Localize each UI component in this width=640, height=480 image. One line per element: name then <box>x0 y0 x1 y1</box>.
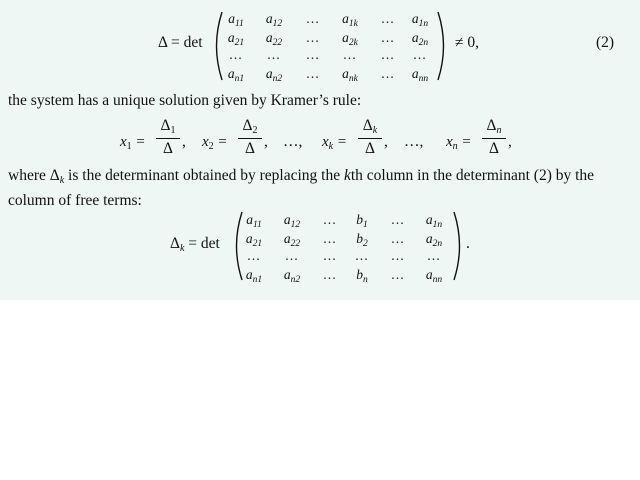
matrix-entry: $b_n$ <box>356 267 368 285</box>
matrix-entry: … <box>390 212 406 227</box>
text-segment: column of free terms: <box>8 192 142 209</box>
matrix-entry: $a_{n2}$ <box>283 267 301 285</box>
matrix-entry: … <box>322 212 338 227</box>
fraction: $\Delta_2$ Δ <box>238 118 262 157</box>
matrix-entry: … <box>354 248 370 263</box>
matrix-entry: … <box>380 11 396 26</box>
matrix-entry: … <box>390 248 406 263</box>
ellipsis: …, <box>404 133 424 150</box>
matrix-entry: $b_2$ <box>356 231 368 249</box>
equation-number: (2) <box>596 34 615 51</box>
matrix-entry: $a_{21}$ <box>227 30 245 48</box>
matrix-entry: … <box>390 267 406 282</box>
equation-relation: ≠ 0, <box>455 34 480 51</box>
matrix-entry: $a_{nn}$ <box>411 66 429 84</box>
text-segment: where <box>8 167 46 184</box>
matrix-entry: $a_{12}$ <box>283 212 301 230</box>
matrix-entry: $a_{12}$ <box>265 11 283 29</box>
equation-lhs: $\Delta_k = \det$ <box>170 235 220 254</box>
matrix-entry: … <box>322 231 338 246</box>
text-segment: th column in the determinant (2) by the <box>350 167 595 184</box>
matrix-entry: $a_{2k}$ <box>342 30 358 48</box>
matrix-entry: … <box>380 66 396 81</box>
matrix-entry: … <box>305 30 321 45</box>
paragraph-delta-k-definition <box>8 166 630 211</box>
matrix-entry: $a_{nn}$ <box>425 267 443 285</box>
matrix-entry: … <box>322 248 338 263</box>
matrix-entry: … <box>322 267 338 282</box>
matrix-entry: $a_{2n}$ <box>425 231 443 249</box>
matrix-entry: $a_{1k}$ <box>342 11 358 29</box>
matrix-entry: … <box>228 47 244 62</box>
k-symbol: k <box>343 167 351 184</box>
document-page: Δ = det $a_{11}$ $a_{12}$ … $a_{1k}$ … $a_{1n}$ $a_{21}$ $a_{22}$ … $a_{2k}$ … $a_{2n}$ … … … … … … $a_{n1}$ $a_{n2}$ … $a_{nk}$ … $a_{nn}$ ≠ 0, (2) the system has a unique solution given by Kramer’s rule: $x_1$ = $\Delta_1$ Δ , $x_2$ = $\Delta_2$ Δ , …, $x_k$ = $\Delta_k$ Δ , …, $x_n$ = $\Delta_n$ Δ , where $\Delta_k$ is the determinant obtained by replacing the kth column in the determinant (2) by the column of free terms: $\Delta_k = \det$ $a_{11}$ $a_{12}$ … $b_1$ … $a_{1n}$ $a_{21}$ $a_{22}$ … $b_2$ … $a_{2n}$ … … … … … … $a_{n1}$ $a_{n2}$ … $b_n$ … $a_{nn}$ . <box>0 0 640 300</box>
matrix-entry: $a_{1n}$ <box>425 212 443 230</box>
matrix-entry: $a_{1n}$ <box>411 11 429 29</box>
matrix-entry: … <box>426 248 442 263</box>
matrix-entry: $a_{n2}$ <box>265 66 283 84</box>
left-parenthesis <box>230 210 244 282</box>
fraction: $\Delta_n$ Δ <box>482 118 506 157</box>
fraction: $\Delta_1$ Δ <box>156 118 180 157</box>
matrix-entry: … <box>305 11 321 26</box>
fraction: $\Delta_k$ Δ <box>358 118 382 157</box>
matrix-entry: $a_{nk}$ <box>342 66 358 84</box>
matrix-entry: $a_{22}$ <box>283 231 301 249</box>
matrix-entry: $a_{n1}$ <box>227 66 245 84</box>
matrix-entry: … <box>412 47 428 62</box>
matrix-entry: $a_{11}$ <box>246 212 262 230</box>
matrix-entry: … <box>305 47 321 62</box>
matrix-entry: $a_{22}$ <box>265 30 283 48</box>
matrix-entry: … <box>380 30 396 45</box>
right-parenthesis <box>436 10 450 82</box>
matrix-entry: … <box>305 66 321 81</box>
delta-k-symbol: $\Delta_k$ <box>49 167 65 186</box>
left-parenthesis <box>210 10 224 82</box>
ellipsis: …, <box>283 133 303 150</box>
matrix-entry: $a_{11}$ <box>228 11 244 29</box>
matrix-entry: … <box>266 47 282 62</box>
matrix-entry: … <box>284 248 300 263</box>
matrix-entry: … <box>246 248 262 263</box>
matrix-entry: $a_{n1}$ <box>245 267 263 285</box>
matrix-entry: … <box>390 231 406 246</box>
matrix-entry: $b_1$ <box>356 212 368 230</box>
equation-end: . <box>466 235 470 252</box>
equation-lhs: Δ = det <box>158 34 203 51</box>
paragraph-kramer-intro: the system has a unique solution given by Kramer’s rule: <box>8 92 362 109</box>
right-parenthesis <box>452 210 466 282</box>
text-segment: is the determinant obtained by replacing the <box>68 167 341 184</box>
matrix-entry: … <box>380 47 396 62</box>
matrix-entry: $a_{21}$ <box>245 231 263 249</box>
matrix-entry: … <box>342 47 358 62</box>
matrix-entry: $a_{2n}$ <box>411 30 429 48</box>
